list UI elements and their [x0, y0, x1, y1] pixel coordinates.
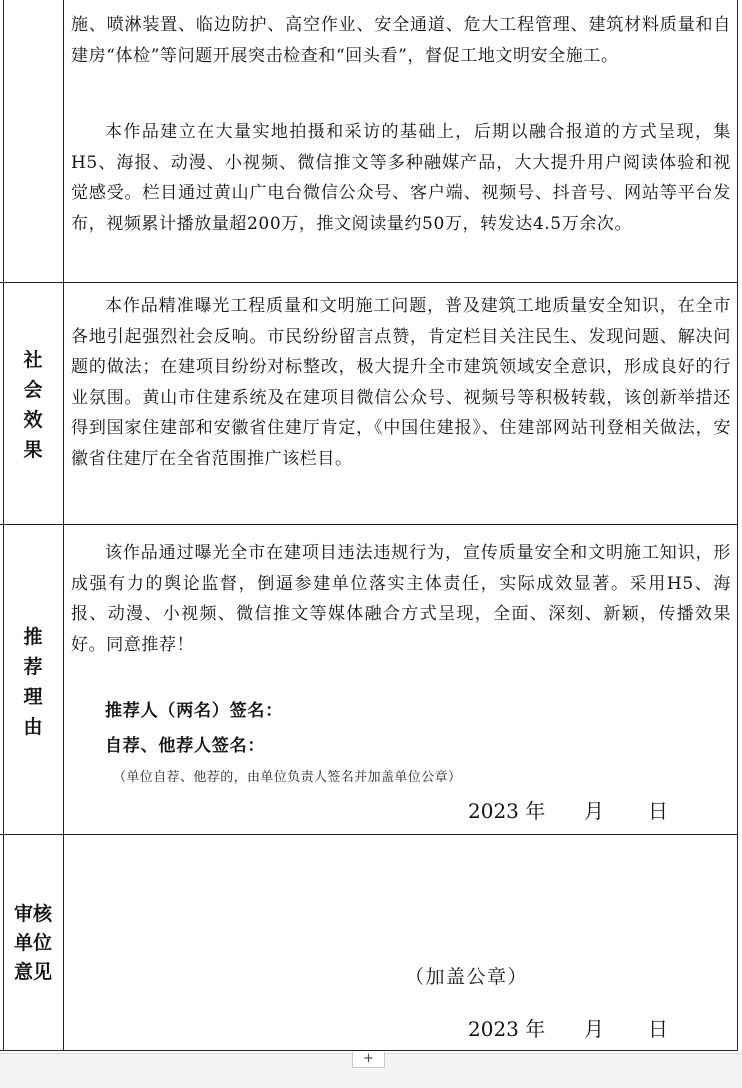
column-divider: [63, 0, 64, 1051]
social-effect-label: 社 会 效 果: [23, 349, 43, 461]
recommender-signature-label: 推荐人（两名）签名：: [105, 701, 283, 721]
official-seal-placeholder: （加盖公章）: [405, 966, 529, 988]
recommendation-label: 推 荐 理 由: [23, 626, 43, 738]
date-month: 月: [584, 1017, 604, 1041]
review-unit-label: 审核 单位 意见: [13, 903, 52, 983]
recommendation-text: 该作品通过曝光全市在建项目违法违规行为，宣传质量安全和文明施工知识，形成强有力的舆论监督，倒逼参建单位落实主体责任，实际成效显著。采用H5、海报、动漫、小视频、微信推文等媒体融合方式呈现，全面、深刻、新颖，传播效果好。同意推荐！: [71, 543, 731, 655]
row-divider: [0, 834, 738, 835]
date-day: 日: [648, 1017, 668, 1041]
date-month: 月: [584, 799, 604, 823]
date-year: 2023 年: [468, 799, 546, 823]
social-effect-text: 本作品精准曝光工程质量和文明施工问题，普及建筑工地质量安全知识，在全市各地引起强烈社会反响。市民纷纷留言点赞，肯定栏目关注民生、发现问题、解决问题的做法；在建项目纷纷对标整改，极大提升全市建筑领域安全意识，形成良好的行业氛围。黄山市住建系统及在建项目微信公众号、视频号等积极转载，该创新举措还得到国家住建部和安徽省住建厅肯定，《中国住建报》、住建部网站刊登相关做法，安徽省住建厅在全省范围推广该栏目。: [71, 296, 731, 469]
signature-note: （单位自荐、他荐的，由单位负责人签名并加盖单位公章）: [113, 770, 462, 785]
row-divider: [0, 524, 738, 525]
row-divider: [0, 282, 738, 283]
table-left-border: [3, 0, 4, 1051]
content-paragraph: 施、喷淋装置、临边防护、高空作业、安全通道、危大工程管理、建筑材料质量和自建房“体检”等问题开展突击检查和“回头看”，督促工地文明安全施工。: [71, 15, 731, 66]
date-day: 日: [648, 799, 668, 823]
table-right-border: [737, 0, 738, 1051]
self-recommend-signature-label: 自荐、他荐人签名：: [105, 736, 266, 756]
date-year: 2023 年: [468, 1017, 546, 1041]
content-paragraph: 本作品建立在大量实地拍摄和采访的基础上，后期以融合报道的方式呈现，集H5、海报、动漫、小视频、微信推文等多种融媒产品，大大提升用户阅读体验和视觉感受。栏目通过黄山广电台微信公众号、客户端、视频号、抖音号、网站等平台发布，视频累计播放量超200万，推文阅读量约50万，转发达4.5万余次。: [71, 122, 731, 234]
add-row-button[interactable]: +: [352, 1052, 385, 1068]
